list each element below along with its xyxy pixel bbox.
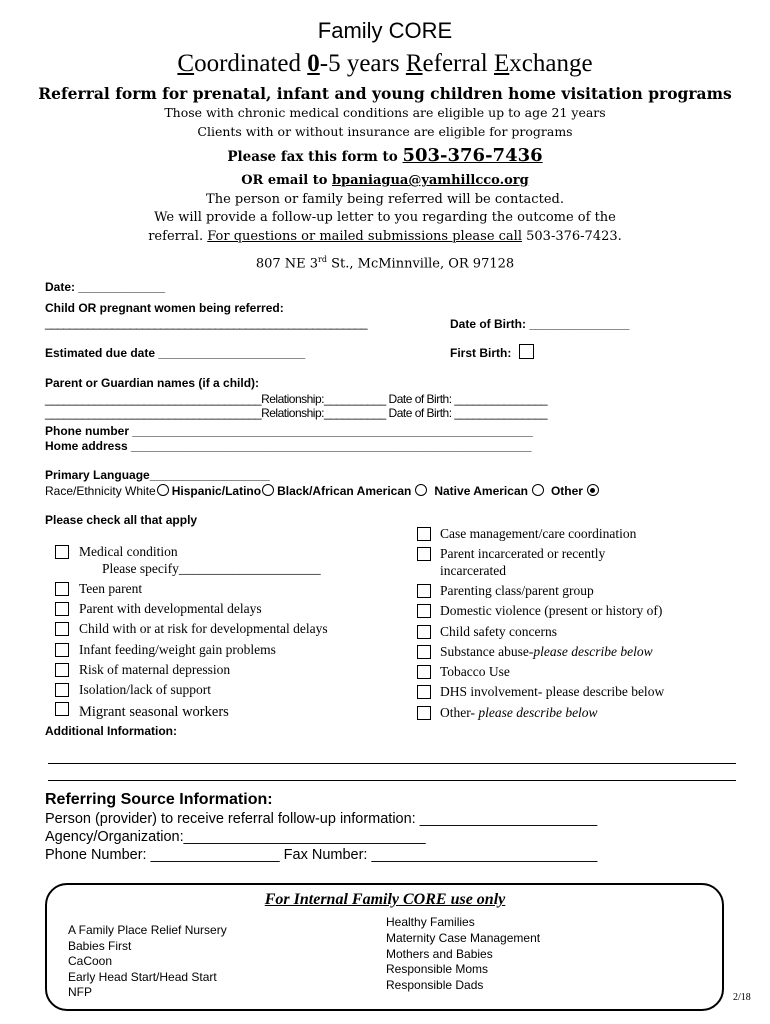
address-sup: rd [318, 255, 327, 264]
label-dhs-involvement: DHS involvement- please describe below [440, 684, 665, 699]
checkbox-tobacco-use[interactable] [417, 665, 431, 679]
subtitle-letter-e: E [494, 50, 510, 77]
label-parenting-class: Parenting class/parent group [440, 583, 594, 598]
parent-label: Parent or Guardian names (if a child): [45, 376, 260, 390]
eligibility-line-1: Those with chronic medical conditions are eligible up to age 21 years [164, 105, 606, 120]
date-field[interactable]: Date: _____________ [45, 280, 166, 294]
label-other [440, 705, 598, 721]
due-date-field[interactable]: Estimated due date ______________________ [45, 346, 306, 360]
internal-right-list [386, 915, 540, 994]
form-heading: Referral form for prenatal, infant and young children home visitation programs [38, 84, 732, 103]
contact-text: referral. [148, 229, 208, 244]
internal-program[interactable]: Babies First [68, 938, 132, 953]
additional-info-line-2[interactable] [48, 780, 736, 781]
checkbox-dhs-involvement[interactable] [417, 685, 431, 699]
first-birth-checkbox[interactable] [519, 344, 534, 359]
form-subtitle [0, 50, 770, 78]
checkbox-domestic-violence[interactable] [417, 604, 431, 618]
checkbox-medical-condition[interactable] [55, 545, 69, 559]
fax-number: 503-376-7436 [402, 145, 543, 166]
race-black-radio[interactable] [415, 484, 427, 496]
checkbox-case-management[interactable] [417, 527, 431, 541]
label-parent-incarcerated: Parent incarcerated or recently [440, 546, 606, 561]
label-tobacco-use: Tobacco Use [440, 664, 510, 679]
checkbox-child-safety[interactable] [417, 625, 431, 639]
internal-program[interactable]: Mothers and Babies [386, 946, 493, 961]
label-medical-condition: Medical condition [79, 544, 178, 559]
phone-number-field[interactable]: Phone number ____________________________________________________________ [45, 424, 533, 438]
referring-person-field[interactable]: Person (provider) to receive referral follow-up information: ______________________ [45, 811, 598, 827]
label-case-management: Case management/care coordination [440, 526, 637, 541]
parent-row-2[interactable]: ___________________________________Relationship:__________ Date of Birth: _______________ [45, 406, 548, 420]
subtitle-letter-c: C [177, 50, 195, 77]
mailing-address [0, 255, 770, 271]
race-white-radio[interactable] [157, 484, 169, 496]
child-dob-field[interactable]: Date of Birth: _______________ [450, 317, 630, 331]
child-label: Child OR pregnant women being referred: [45, 301, 284, 315]
parent-row-1[interactable]: ___________________________________Relationship:__________ Date of Birth: _______________ [45, 392, 548, 406]
checkbox-migrant-workers[interactable] [55, 702, 69, 716]
label-substance-abuse [440, 644, 653, 660]
substance-text: Substance abuse- [440, 644, 534, 659]
race-label: Race/Ethnicity White [45, 484, 156, 498]
race-option-label: Black/African American [277, 484, 412, 498]
checkbox-parent-dev-delays[interactable] [55, 602, 69, 616]
race-option-label: Other [550, 484, 583, 498]
other-describe: please describe below [478, 705, 598, 720]
internal-program[interactable]: Responsible Dads [386, 978, 484, 993]
contact-line-1: The person or family being referred will be contacted. [206, 192, 564, 207]
eligibility-line-2: Clients with or without insurance are eligible for programs [197, 124, 573, 139]
internal-program[interactable]: A Family Place Relief Nursery [68, 923, 227, 937]
checkbox-other[interactable] [417, 706, 431, 720]
checkbox-teen-parent[interactable] [55, 582, 69, 596]
internal-left-list [68, 923, 227, 1001]
internal-program[interactable]: CaCoon [68, 954, 113, 968]
email-label: OR email to [241, 173, 332, 188]
checkbox-child-dev-delays[interactable] [55, 622, 69, 636]
check-all-label: Please check all that apply [45, 513, 198, 527]
contact-line-2: We will provide a follow-up letter to you regarding the outcome of the [154, 210, 616, 225]
contact-phone: 503-376-7423. [522, 229, 622, 244]
label-domestic-violence: Domestic violence (present or history of) [440, 603, 663, 618]
label-infant-feeding: Infant feeding/weight gain problems [79, 642, 276, 657]
internal-use-title: For Internal Family CORE use only [264, 891, 506, 908]
subtitle-letter-r: R [405, 50, 423, 77]
label-migrant-workers: Migrant seasonal workers [79, 704, 229, 720]
label-child-safety: Child safety concerns [440, 624, 557, 639]
primary-language-field[interactable]: Primary Language__________________ [45, 468, 270, 482]
label-isolation: Isolation/lack of support [79, 682, 211, 697]
checkbox-parenting-class[interactable] [417, 584, 431, 598]
referring-heading: Referring Source Information: [45, 791, 273, 808]
checkbox-isolation[interactable] [55, 683, 69, 697]
fax-label: Please fax this form to [227, 149, 403, 165]
additional-info-label: Additional Information: [45, 724, 177, 738]
medical-specify-field[interactable]: Please specify_____________________ [102, 561, 321, 576]
race-other-radio[interactable] [587, 484, 599, 496]
label-teen-parent: Teen parent [79, 581, 143, 596]
home-address-field[interactable]: Home address ____________________________________________________________ [45, 439, 532, 453]
form-version: 2/18 [733, 992, 751, 1003]
label-parent-dev-delays: Parent with developmental delays [79, 601, 262, 616]
fax-line [0, 145, 770, 166]
internal-program[interactable]: NFP [68, 985, 92, 999]
checkbox-maternal-depression[interactable] [55, 663, 69, 677]
subtitle-text: eferral [422, 50, 494, 77]
label-maternal-depression: Risk of maternal depression [79, 662, 231, 677]
race-native-radio[interactable] [532, 484, 544, 496]
contact-line-3 [0, 229, 770, 244]
additional-info-line-1[interactable] [48, 763, 736, 764]
address-part: 807 NE 3 [255, 256, 319, 272]
form-title: Family CORE [317, 18, 453, 43]
checkbox-substance-abuse[interactable] [417, 645, 431, 659]
other-text: Other- [440, 705, 479, 720]
label-incarcerated-cont: incarcerated [440, 563, 506, 578]
race-option-label: Native American [434, 484, 528, 498]
subtitle-letter-0: 0 [307, 50, 320, 77]
subtitle-text: xchange [509, 50, 593, 77]
child-name-field[interactable]: _____________________________________________________ [45, 316, 367, 330]
subtitle-text: oordinated [194, 50, 308, 77]
checkbox-infant-feeding[interactable] [55, 643, 69, 657]
label-child-dev-delays: Child with or at risk for developmental delays [79, 621, 328, 636]
race-option-label: Hispanic/Latino [171, 484, 262, 498]
subtitle-text: -5 years [319, 50, 406, 77]
internal-program[interactable]: Early Head Start/Head Start [68, 969, 217, 984]
race-ethnicity-row [45, 484, 602, 498]
race-hispanic-radio[interactable] [262, 484, 274, 496]
internal-program[interactable]: Maternity Case Management [386, 930, 541, 945]
internal-program[interactable]: Responsible Moms [386, 962, 489, 977]
substance-describe: please describe below [533, 644, 653, 659]
checkbox-parent-incarcerated[interactable] [417, 547, 431, 561]
email-line [0, 173, 770, 188]
internal-program[interactable]: Healthy Families [386, 915, 475, 929]
referring-agency-field[interactable]: Agency/Organization:______________________________ [45, 829, 426, 845]
contact-questions: For questions or mailed submissions please call [207, 229, 522, 244]
referring-phone-fax-field[interactable]: Phone Number: ________________ Fax Number: ____________________________ [45, 847, 598, 863]
email-link[interactable]: bpaniagua@yamhillcco.org [331, 173, 529, 188]
address-part: St., McMinnville, OR 97128 [326, 256, 515, 272]
first-birth-label: First Birth: [450, 346, 512, 360]
